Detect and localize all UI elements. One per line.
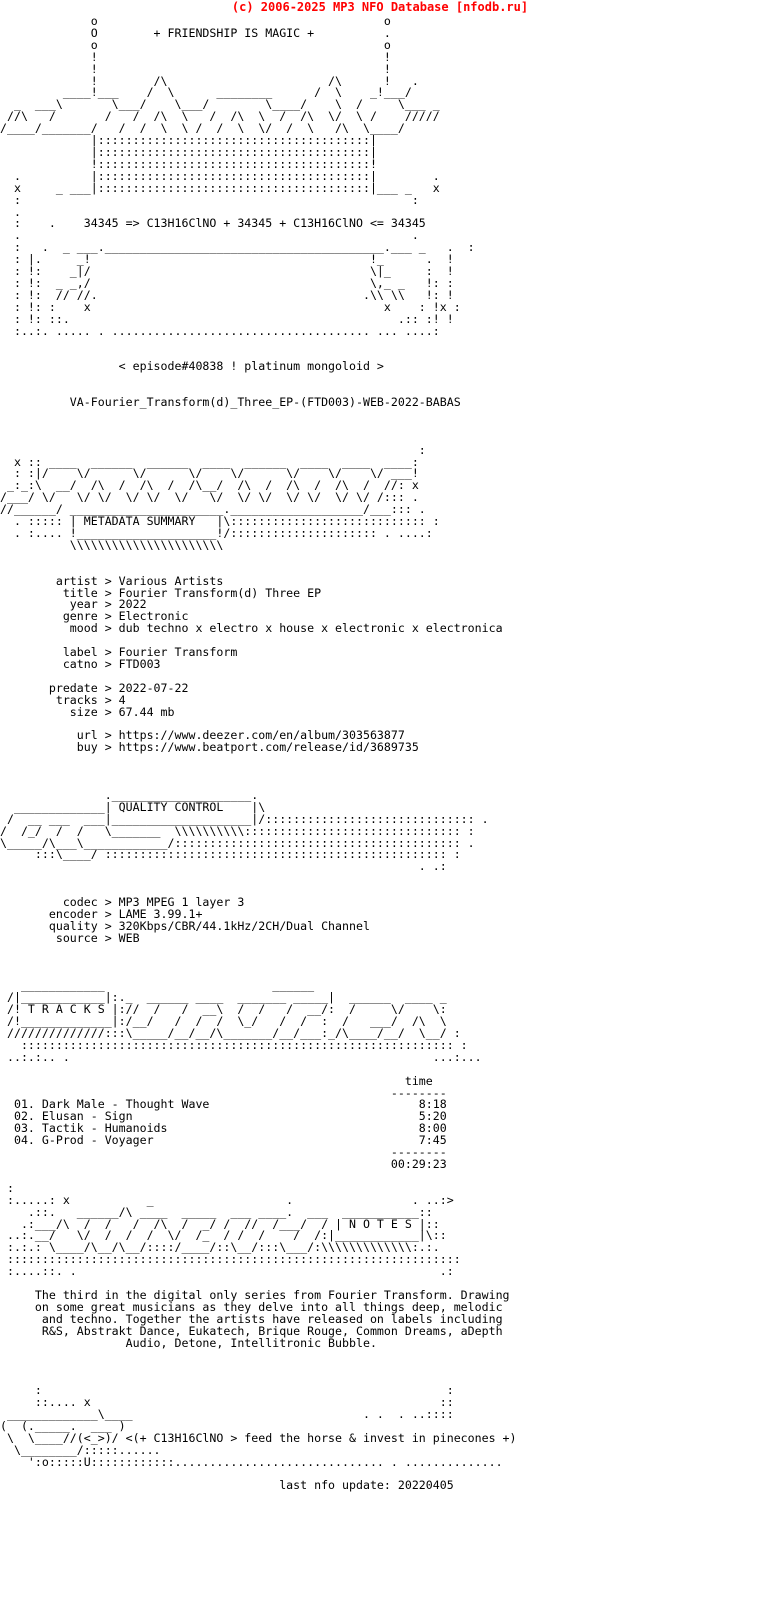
nfo-line: encoder > LAME 3.99.1+	[0, 906, 203, 921]
nfo-line: .	[0, 204, 21, 219]
nfo-line: :.....: x _ . . ..:>	[0, 1192, 454, 1207]
nfo-line: ( (._____. ___ )	[0, 1418, 126, 1433]
nfo-line: . |:::::::::::::::::::::::::::::::::::::::| .	[0, 168, 440, 183]
nfo-line: : !: ::. .:: :! !	[0, 311, 454, 326]
nfo-line: /___/ \/ \/ \/ \/ \/ \/ \/ \/ \/ \/ \/ \/ \/ /::: .	[0, 490, 419, 505]
nfo-line: ::.... x ::	[0, 1395, 454, 1410]
nfo-line: ____!___ / \ ________ / \ _!___/	[0, 85, 412, 100]
nfo-line: artist > Various Artists	[0, 573, 224, 588]
nfo-line: \________/:::::......	[0, 1442, 161, 1457]
nfo-line: source > WEB	[0, 930, 140, 945]
nfo-line: :....::. . .:	[0, 1264, 454, 1279]
nfo-line: |:::::::::::::::::::::::::::::::::::::::|	[0, 144, 377, 159]
copyright-banner: (c) 2006-2025 MP3 NFO Database [nfodb.ru]	[231, 0, 529, 14]
nfo-line: :.:.: \____/\__/\__/::::/____/::\__/:::\___/:\\\\\\\\\\\\\:.:.	[0, 1240, 440, 1255]
nfo-line: 01. Dark Male - Thought Wave 8:18	[0, 1097, 447, 1112]
nfo-line: --------	[0, 1145, 447, 1160]
nfo-line: codec > MP3 MPEG 1 layer 3	[0, 895, 245, 910]
nfo-line: title > Fourier Transform(d) Three EP	[0, 585, 322, 600]
nfo-line: --------	[0, 1085, 447, 1100]
nfo-line: on some great musicians as they delve into all things deep, melodic	[0, 1299, 503, 1314]
nfo-line: //\ / / / /\ \ / /\ \ / /\ \/ \ / /////	[0, 109, 440, 124]
nfo-line: /! T R A C K S |:// / / __\ / / / __/: / \/ \:	[0, 1002, 447, 1017]
nfo-line: Audio, Detone, Intellitronic Bubble.	[0, 1335, 377, 1350]
nfo-line: year > 2022	[0, 597, 147, 612]
nfo-line: _____________| QUALITY CONTROL |\	[0, 799, 266, 814]
nfo-line: ! /\ /\ ! .	[0, 73, 419, 88]
nfo-line: ':o:::::U::::::::::::.............................. . ..............	[0, 1454, 503, 1469]
nfo-line: !:::::::::::::::::::::::::::::::::::::::!	[0, 156, 377, 171]
nfo-line: ! !	[0, 61, 391, 76]
nfo-line: _____________\____ . . . ..::::	[0, 1407, 454, 1422]
nfo-line: : |. _! !_ . !	[0, 252, 454, 267]
nfo-line: : . _ ___.________________________________________.___ _ . :	[0, 240, 475, 255]
nfo-line: o o	[0, 37, 391, 52]
nfo-line: o o	[0, 14, 391, 28]
nfo-line: size > 67.44 mb	[0, 704, 175, 719]
nfo-line: url > https://www.deezer.com/en/album/303563877	[0, 728, 405, 743]
nfo-line: . ::::: | METADATA SUMMARY |\:::::::::::::::::::::::::::: :	[0, 514, 440, 529]
nfo-line: : . 34345 => C13H16ClNO + 34345 + C13H16ClNO <= 34345	[0, 216, 426, 231]
nfo-line: / /_/ / / \_______ \\\\\\\\\\::::::::::::::::::::::::::::::: :	[0, 823, 475, 838]
nfo-line: : !: _|/ \|_ : !	[0, 264, 454, 279]
nfo-line: genre > Electronic	[0, 609, 189, 624]
nfo-line: . .:	[0, 859, 447, 874]
nfo-line: :::::::::::::::::::::::::::::::::::::::::::::::::::::::::::::::::	[0, 1252, 461, 1267]
nfo-line: . :.... !____________________!/::::::::::::::::::::: . ....:	[0, 525, 433, 540]
nfo-line: quality > 320Kbps/CBR/44.1kHz/2CH/Dual Channel	[0, 918, 370, 933]
nfo-line: \_____/\___\____________/::::::::::::::::::::::::::::::::::::::::: .	[0, 835, 475, 850]
nfo-line: x :: ____ ______ ______ ____ ______ ____ ____ ____:	[0, 454, 419, 469]
nfo-line: |:::::::::::::::::::::::::::::::::::::::|	[0, 133, 377, 148]
nfo-line: :	[0, 1180, 14, 1195]
nfo-line: /|____________|:._ ______ ____ _______ _____| ______ ____ _	[0, 990, 447, 1005]
nfo-line: and techno. Together the artists have released on labels including	[0, 1311, 503, 1326]
nfo-line: 04. G-Prod - Voyager 7:45	[0, 1133, 447, 1148]
nfo-line: R&S, Abstrakt Dance, Eukatech, Brique Rouge, Common Dreams, aDepth	[0, 1323, 503, 1338]
nfo-line: 03. Tactik - Humanoids 8:00	[0, 1121, 447, 1136]
nfo-line: ! !	[0, 49, 391, 64]
nfo-line: 02. Elusan - Sign 5:20	[0, 1109, 447, 1124]
nfo-line: //////////////:::\_____/__/__/\_______/__/___:_/\____/__/ \__/ :	[0, 1026, 461, 1041]
nfo-line: .____________________.	[0, 787, 259, 802]
nfo-line: _ ___\ \___/ \___/ \____/ \ / \___ _	[0, 97, 440, 112]
nfo-line: catno > FTD003	[0, 656, 161, 671]
nfo-line: _:_:\ __/ /\ / /\ / /\__/ /\ / /\ / /\ / //: x	[0, 478, 419, 493]
nfo-line: 00:29:23	[0, 1157, 447, 1171]
nfo-line: / __ ___ ___|____________________|/:::::::::::::::::::::::::::::: .	[0, 811, 489, 826]
nfo-line: :::::::::::::::::::::::::::::::::::::::::::::::::::::::::::::: :	[0, 1037, 468, 1052]
nfo-line: x _ ___|:::::::::::::::::::::::::::::::::::::::|___ _ x	[0, 180, 440, 195]
nfo-text	[0, 16, 517, 1492]
nfo-line: :..:. ..... . ..................................... ... ....:	[0, 323, 440, 338]
nfo-line: VA-Fourier_Transform(d)_Three_EP-(FTD003)-WEB-2022-BABAS	[0, 395, 461, 409]
nfo-line: : :	[0, 1383, 454, 1398]
nfo-line: The third in the digital only series from Fourier Transform. Drawing	[0, 1287, 510, 1302]
nfo-line: ____________ ______	[0, 978, 315, 993]
nfo-line: \ \____//(<_>)/ <(+ C13H16ClNO > feed the horse & invest in pinecones +)	[0, 1430, 517, 1445]
nfo-line: ..:.:.. . ...:...	[0, 1049, 482, 1064]
nfo-line: :	[0, 442, 426, 457]
nfo-line: .:___/\ / / / /\ / _/ / // /___/ / | N O T E S |::	[0, 1216, 440, 1231]
nfo-line: . .	[0, 228, 419, 243]
nfo-line: mood > dub techno x electro x house x electronic x electronica	[0, 621, 503, 636]
nfo-line: : !: // //. .\\ \\ !: !	[0, 287, 454, 302]
nfo-line: /!_____________|:/__/ / / / \_/ / / : / ___/ /\ \	[0, 1014, 447, 1029]
nfo-line: : :	[0, 192, 419, 207]
nfo-line: label > Fourier Transform	[0, 645, 238, 660]
nfo-line: O + FRIENDSHIP IS MAGIC + .	[0, 25, 391, 40]
nfo-line: : !: _ _,/ \,_ _ !: :	[0, 275, 454, 290]
nfo-line: : :|/ \/ \/ \/ \/ \/ \/ \/ ___!	[0, 466, 419, 481]
nfo-line: \\\\\\\\\\\\\\\\\\\\\\	[0, 537, 224, 552]
nfo-line: last nfo update: 20220405	[0, 1478, 454, 1493]
nfo-line: : !: : x x : !x :	[0, 299, 461, 314]
nfo-line: /____/_______/ / / \ \ / / \ \/ / \ /\ \____/	[0, 121, 405, 136]
nfo-line: time	[0, 1073, 433, 1088]
nfo-line: buy > https://www.beatport.com/release/id/3689735	[0, 740, 419, 755]
nfo-line: < episode#40838 ! platinum mongoloid >	[0, 359, 384, 374]
nfo-line: //______/ ______________________.___________________/___::: .	[0, 502, 426, 517]
nfo-line: .::. ______/\ ____ _____ ___ ____. ___ ___________::	[0, 1204, 433, 1219]
nfo-line: :::\____/ ::::::::::::::::::::::::::::::::::::::::::::::::: :	[0, 847, 461, 862]
nfo-line: ..:.__/ \/ / / / \/ /_ / / / / /:|____________|\::	[0, 1228, 447, 1243]
nfo-line: predate > 2022-07-22	[0, 680, 189, 695]
nfo-line: tracks > 4	[0, 692, 126, 707]
